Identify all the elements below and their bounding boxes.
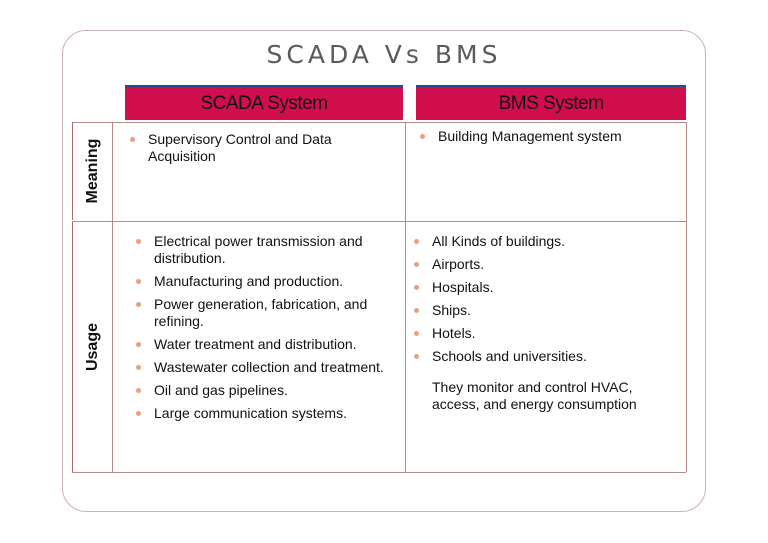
bullet-icon	[136, 411, 141, 416]
list-item: Airports.	[408, 256, 678, 273]
bullet-icon	[414, 239, 419, 244]
table-top-border	[72, 122, 686, 123]
list-item: Hotels.	[408, 325, 678, 342]
list-item: Wastewater collection and treatment.	[130, 359, 400, 376]
bullet-icon	[414, 285, 419, 290]
bullet-icon	[136, 279, 141, 284]
bullet-icon	[414, 262, 419, 267]
bullet-icon	[136, 342, 141, 347]
usage-scada-cell	[130, 233, 400, 428]
meaning-scada-cell	[124, 131, 394, 171]
list-item: Supervisory Control and Data Acquisition	[124, 131, 394, 165]
slide-title: SCADA Vs BMS	[266, 40, 502, 69]
bms-usage-note: They monitor and control HVAC, access, and energy consumption	[432, 379, 637, 412]
row-label-meaning-text: Meaning	[83, 138, 101, 204]
list-item: Oil and gas pipelines.	[130, 382, 400, 399]
column-divider	[405, 122, 406, 472]
bullet-icon	[130, 137, 135, 142]
list-item: Hospitals.	[408, 279, 678, 296]
row-divider	[72, 221, 686, 222]
column-header-bms: BMS System	[416, 85, 686, 120]
table-bottom-border	[72, 472, 686, 473]
label-column-divider	[112, 122, 113, 472]
bullet-icon	[420, 134, 425, 139]
usage-bms-cell	[408, 233, 678, 413]
usage-scada-list	[130, 233, 400, 422]
list-item: All Kinds of buildings.	[408, 233, 678, 250]
row-label-meaning	[72, 122, 112, 220]
list-item: Building Management system	[414, 128, 684, 145]
list-item: Ships.	[408, 302, 678, 319]
meaning-bms-list	[414, 128, 684, 145]
bullet-icon	[414, 354, 419, 359]
column-header-scada: SCADA System	[125, 85, 403, 120]
table-right-border	[686, 122, 687, 472]
usage-bms-list	[408, 233, 678, 365]
bullet-icon	[414, 331, 419, 336]
bullet-icon	[136, 388, 141, 393]
meaning-bms-cell	[414, 128, 684, 151]
meaning-scada-list	[124, 131, 394, 165]
bullet-icon	[136, 239, 141, 244]
bullet-icon	[136, 302, 141, 307]
row-label-usage	[72, 222, 112, 472]
list-item: Power generation, fabrication, and refining.	[130, 296, 400, 330]
row-label-usage-text: Usage	[83, 322, 101, 372]
list-item: Water treatment and distribution.	[130, 336, 400, 353]
list-item: Electrical power transmission and distribution.	[130, 233, 400, 267]
list-item: Schools and universities.	[408, 348, 678, 365]
list-item: Large communication systems.	[130, 405, 400, 422]
bullet-icon	[136, 365, 141, 370]
bullet-icon	[414, 308, 419, 313]
list-item: Manufacturing and production.	[130, 273, 400, 290]
